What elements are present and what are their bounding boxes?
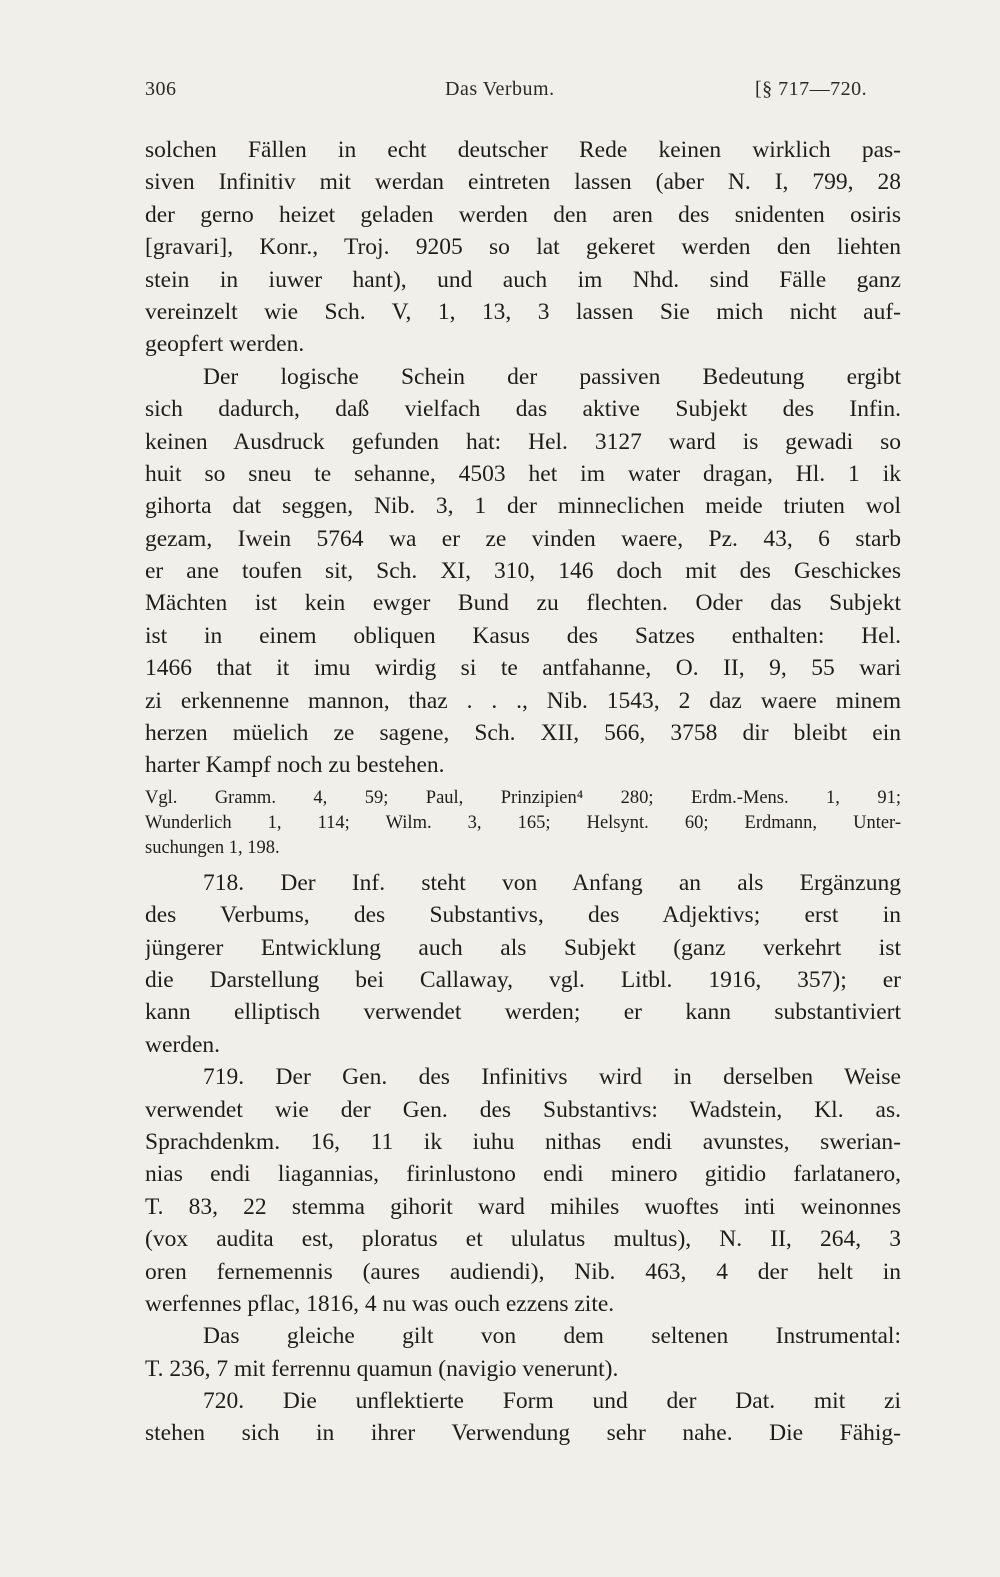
text-line: huit so sneu te sehanne, 4503 het im water dragan, Hl. 1 ik <box>145 460 901 487</box>
text-line: [gravari], Konr., Troj. 9205 so lat gekeret werden den liehten <box>145 234 901 261</box>
text-line: sich dadurch, daß vielfach das aktive Subjekt des Infin. <box>145 396 901 423</box>
header-title: Das Verbum. <box>445 78 555 100</box>
text-line: werden. <box>145 1031 221 1058</box>
text-line: Sprachdenkm. 16, 11 ik iuhu nithas endi avunstes, swerian- <box>145 1128 901 1155</box>
text-line: verwendet wie der Gen. des Substantivs: Wadstein, Kl. as. <box>145 1096 901 1123</box>
text-line: gezam, Iwein 5764 wa er ze vinden waere, Pz. 43, 6 starb <box>145 525 901 552</box>
text-line: kann elliptisch verwendet werden; er kann substantiviert <box>145 999 901 1026</box>
text-line: ist in einem obliquen Kasus des Satzes enthalten: Hel. <box>145 622 901 649</box>
note-line: Wunderlich 1, 114; Wilm. 3, 165; Helsynt. 60; Erdmann, Unter- <box>145 812 901 833</box>
text-line: Mächten ist kein ewger Bund zu flechten. Oder das Subjekt <box>145 590 901 617</box>
paragraph-719-line: 719. Der Gen. des Infinitivs wird in derselben Weise <box>203 1064 901 1091</box>
text-line: harter Kampf noch zu bestehen. <box>145 752 445 779</box>
paragraph-718-line: 718. Der Inf. steht von Anfang an als Ergänzung <box>203 869 901 896</box>
text-line: jüngerer Entwicklung auch als Subjekt (ganz verkehrt ist <box>145 934 901 961</box>
text-line: Das gleiche gilt von dem seltenen Instrumental: <box>203 1323 901 1350</box>
text-line: die Darstellung bei Callaway, vgl. Litbl. 1916, 357); er <box>145 966 901 993</box>
literature-note <box>145 786 901 861</box>
page-number: 306 <box>145 78 177 100</box>
text-line: T. 83, 22 stemma gihorit ward mihiles wuoftes inti weinonnes <box>145 1193 901 1220</box>
paragraph-720-line: 720. Die unflektierte Form und der Dat. mit zi <box>203 1388 901 1415</box>
text-line: des Verbums, des Substantivs, des Adjektivs; erst in <box>145 902 901 929</box>
note-line: suchungen 1, 198. <box>145 837 280 858</box>
text-line: vereinzelt wie Sch. V, 1, 13, 3 lassen Sie mich nicht auf- <box>145 298 901 325</box>
section-range: [§ 717—720. <box>755 78 868 100</box>
text-line: Der logische Schein der passiven Bedeutung ergibt <box>203 363 901 390</box>
text-line: 1466 that it imu wirdig si te antfahanne, O. II, 9, 55 wari <box>145 655 901 682</box>
text-line: oren fernemennis (aures audiendi), Nib. 463, 4 der helt in <box>145 1258 901 1285</box>
text-line: gihorta dat seggen, Nib. 3, 1 der minneclichen meide triuten wol <box>145 493 901 520</box>
running-header <box>145 78 905 108</box>
note-line: Vgl. Gramm. 4, 59; Paul, Prinzipien⁴ 280; Erdm.-Mens. 1, 91; <box>145 787 901 808</box>
text-line: siven Infinitiv mit werdan eintreten lassen (aber N. I, 799, 28 <box>145 169 901 196</box>
text-line: er ane toufen sit, Sch. XI, 310, 146 doch mit des Geschickes <box>145 558 901 585</box>
text-line: solchen Fällen in echt deutscher Rede keinen wirklich pas- <box>145 137 901 163</box>
text-line: der gerno heizet geladen werden den aren des snidenten osiris <box>145 201 901 228</box>
text-line: T. 236, 7 mit ferrennu quamun (navigio venerunt). <box>145 1355 619 1382</box>
text-line: werfennes pflac, 1816, 4 nu was ouch ezzens zite. <box>145 1290 615 1317</box>
body-text <box>145 134 901 1450</box>
text-line: zi erkennenne mannon, thaz . . ., Nib. 1543, 2 daz waere minem <box>145 687 901 714</box>
text-line: (vox audita est, ploratus et ululatus multus), N. II, 264, 3 <box>145 1226 901 1253</box>
text-line: stehen sich in ihrer Verwendung sehr nahe. Die Fähig- <box>145 1420 901 1447</box>
text-line: stein in iuwer hant), und auch im Nhd. sind Fälle ganz <box>145 266 901 293</box>
text-line: keinen Ausdruck gefunden hat: Hel. 3127 ward is gewadi so <box>145 428 901 455</box>
text-line: geopfert werden. <box>145 331 305 358</box>
text-line: herzen müelich ze sagene, Sch. XII, 566, 3758 dir bleibt ein <box>145 720 901 747</box>
text-line: nias endi liagannias, firinlustono endi minero gitidio farlatanero, <box>145 1161 901 1188</box>
